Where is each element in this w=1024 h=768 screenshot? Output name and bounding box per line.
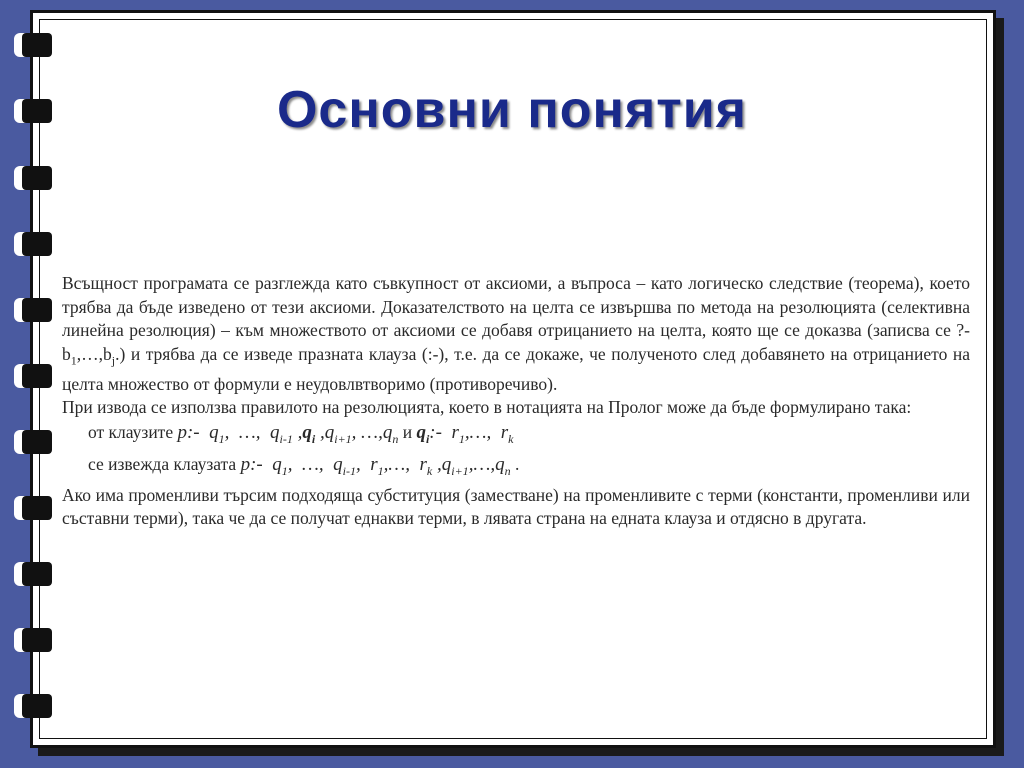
binding-ring xyxy=(14,33,54,57)
binding-ring xyxy=(14,364,54,388)
slide-title: Основни понятия xyxy=(276,81,748,139)
paragraph-substitution: Ако има променливи търсим подходяща субституция (заместване) на променливите с терми (константи, променливи или съставни терми), така че да се получат еднакви терми, в лявата страна на едната клауза и отдясно в другата. xyxy=(62,484,970,529)
formula-conclusion: се извежда клаузата p:- $q_1$, …, $q_{i-1}$, $r_1,\dots$, $r_k$ $,q_{i+1},\dots,q_n$ . xyxy=(88,453,520,478)
binding-ring xyxy=(14,298,54,322)
binding-ring xyxy=(14,430,54,454)
slide-body xyxy=(62,272,970,531)
binding-ring xyxy=(14,232,54,256)
binding-ring xyxy=(14,496,54,520)
paragraph-semantics: Всъщност програмата се разглежда като съвкупност от аксиоми, а въпроса – като логическо следствие (теорема), което трябва да бъде изведено от тези аксиоми. Доказателството на целта се извършва по метода на резолюцията (селективна линейна резолюция) – към множеството от аксиоми се добавя отрицанието на целта, която ще се доказва (записва се ?- $b_1,\dots,b_j$.) и трябва да се изведе празната клауза (:-), т.е. да се докаже, че полученото след добавянето на отрицанието на целта множество от формули е неудовлвтворимо (противоречиво). xyxy=(62,273,970,394)
paragraph-resolution-rule: При извода се използва правилото на резолюцията, което в нотацията на Пролог може да бъде формулирано така: xyxy=(62,397,912,418)
binding-ring xyxy=(14,562,54,586)
formula-premises: от клаузите p:- $q_1$, …, $q_{i-1}$ $,q_i$ $,q_{i+1}$, $\dots,q_n$ и $q_i:-$ $r_1,\dots$, $r_k$ xyxy=(88,422,514,446)
binding-ring xyxy=(14,166,54,190)
binding-ring xyxy=(14,628,54,652)
binding-ring xyxy=(14,694,54,718)
